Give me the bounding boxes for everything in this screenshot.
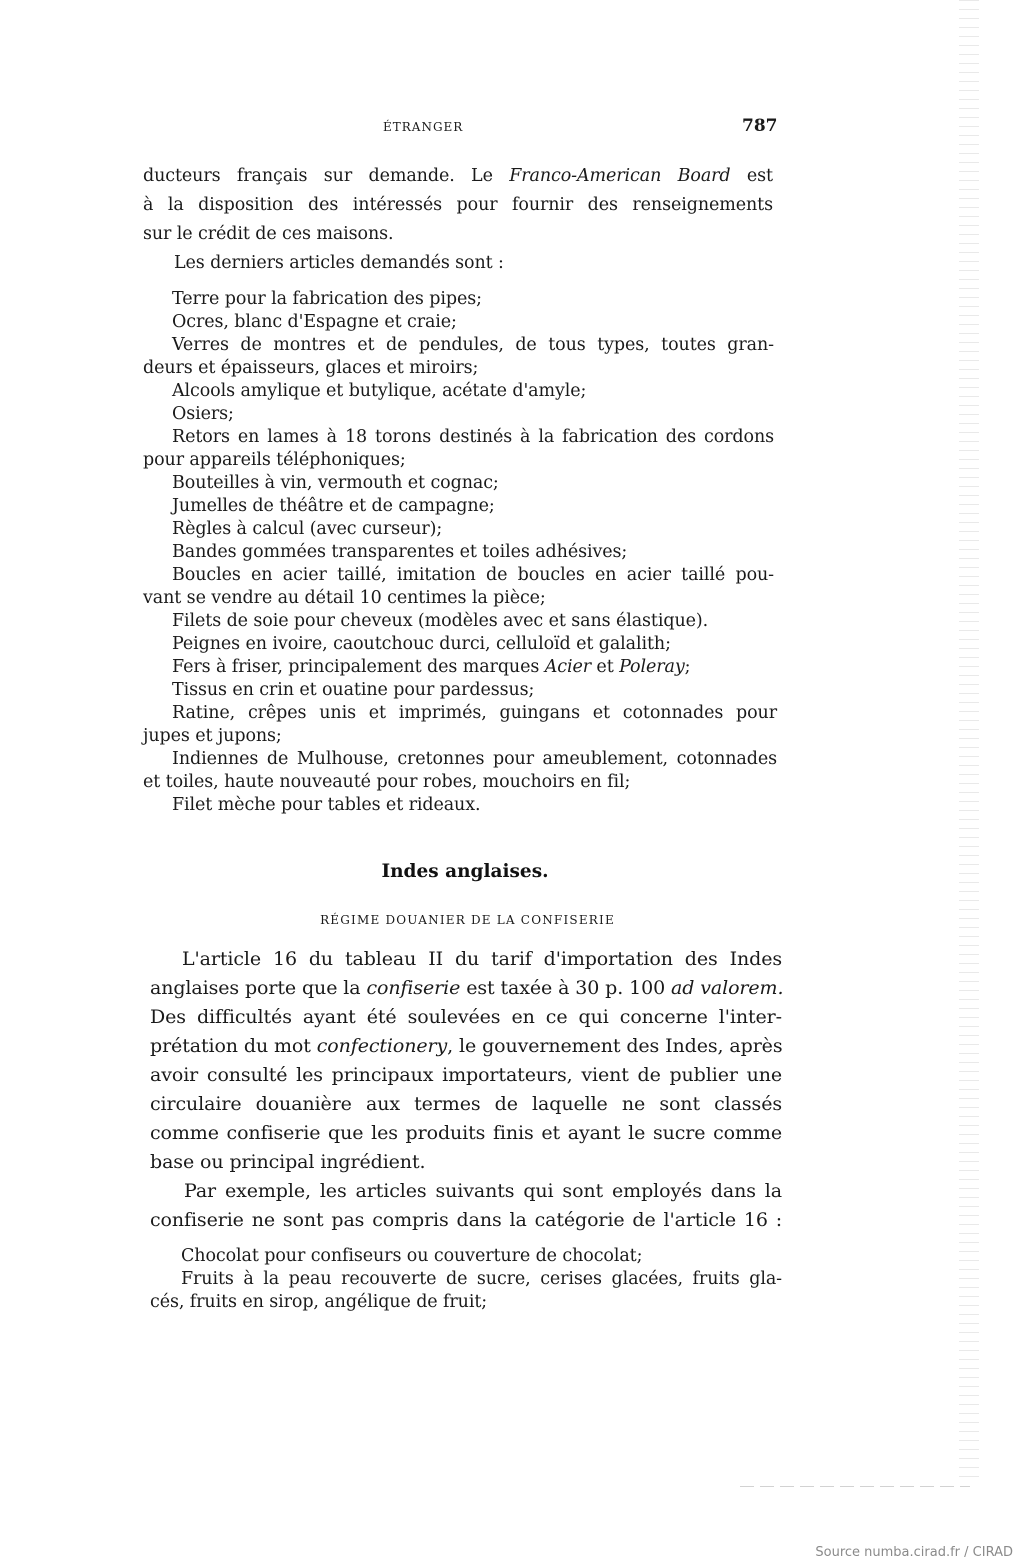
list-item-cont: jupes et jupons; [143,726,282,746]
list-item-cont: vant se vendre au détail 10 centimes la pièce; [143,588,546,608]
section-subtitle: RÉGIME DOUANIER DE LA CONFISERIE [320,913,615,927]
list-item: Tissus en crin et ouatine pour pardessus; [172,680,535,700]
list-item: Verres de montres et de pendules, de tous types, toutes gran- [172,335,774,355]
para-text: prétation du mot [150,1035,317,1057]
list-item: Règles à calcul (avec curseur); [172,519,443,539]
list-item [172,656,690,678]
list-item: Filet mèche pour tables et rideaux. [172,795,481,815]
list-item-text: ; [684,657,691,677]
list-item-cont: cés, fruits en sirop, angélique de fruit; [150,1292,488,1312]
list-item: Alcools amylique et butylique, acétate d'amyle; [172,381,587,401]
franco-american-board: Franco-American Board [509,166,731,186]
list-item: Fruits à la peau recouverte de sucre, cerises glacées, fruits gla- [181,1269,782,1289]
brand-acier: Acier [544,657,591,677]
section-title: Indes anglaises. [381,861,549,882]
para1-line-2 [150,977,782,999]
para2-line-2: confiserie ne sont pas compris dans la catégorie de l'article 16 : [150,1209,782,1231]
scan-bottom-artifact [740,1486,970,1487]
para1-line-4 [150,1035,782,1057]
list-item: Bouteilles à vin, vermouth et cognac; [172,473,499,493]
term-ad-valorem: ad valorem. [671,977,784,999]
para1-line-5: avoir consulté les principaux importateurs, vient de publier une [150,1064,782,1086]
para-text: , le gouvernement des Indes, après [447,1035,783,1057]
para-text: anglaises porte que la [150,977,367,999]
term-confectionery: confectionery [316,1035,448,1057]
list-item-cont: deurs et épaisseurs, glaces et miroirs; [143,358,479,378]
para2-line-1: Par exemple, les articles suivants qui sont employés dans la [184,1180,782,1202]
list-item: Terre pour la fabrication des pipes; [172,289,482,309]
intro-line-2: à la disposition des intéressés pour fournir des renseignements [143,195,773,215]
list-item: Filets de soie pour cheveux (modèles avec et sans élastique). [172,611,709,631]
list-item: Jumelles de théâtre et de campagne; [172,496,495,516]
brand-poleray: Poleray [619,657,685,677]
list-item: Ocres, blanc d'Espagne et craie; [172,312,457,332]
list-item: Boucles en acier taillé, imitation de boucles en acier taillé pou- [172,565,774,585]
intro-line-4: Les derniers articles demandés sont : [174,253,504,273]
list-item: Chocolat pour confiseurs ou couverture de chocolat; [181,1246,643,1266]
intro-line-1 [143,165,773,187]
intro-line-3: sur le crédit de ces maisons. [143,224,394,244]
list-item-cont: et toiles, haute nouveauté pour robes, mouchoirs en fil; [143,772,631,792]
para1-line-1: L'article 16 du tableau II du tarif d'importation des Indes [182,948,782,970]
list-item: Osiers; [172,404,234,424]
list-item-text: Fers à friser, principalement des marques [172,657,545,677]
list-item: Bandes gommées transparentes et toiles adhésives; [172,542,628,562]
list-item-cont: pour appareils téléphoniques; [143,450,406,470]
intro-text: ducteurs français sur demande. Le [143,166,510,186]
source-attribution: Source numba.cirad.fr / CIRAD [815,1545,1013,1560]
scan-edge-artifact [959,0,979,1480]
list-item-text: et [590,657,620,677]
para1-line-3: Des difficultés ayant été soulevées en ce qui concerne l'inter- [150,1006,782,1028]
list-item: Retors en lames à 18 torons destinés à la fabrication des cordons [172,427,774,447]
list-item: Peignes en ivoire, caoutchouc durci, celluloïd et galalith; [172,634,671,654]
running-head: ÉTRANGER [383,120,464,134]
para1-line-6: circulaire douanière aux termes de laquelle ne sont classés [150,1093,782,1115]
para-text: est taxée à 30 p. 100 [460,977,672,999]
list-item: Ratine, crêpes unis et imprimés, guingans et cotonnades pour [172,703,777,723]
para1-line-8: base ou principal ingrédient. [150,1151,426,1173]
para1-line-7: comme confiserie que les produits finis et ayant le sucre comme [150,1122,782,1144]
page-number: 787 [742,116,778,136]
list-item: Indiennes de Mulhouse, cretonnes pour ameublement, cotonnades [172,749,777,769]
intro-text-end: est [730,166,773,186]
term-confiserie: confiserie [366,977,461,999]
